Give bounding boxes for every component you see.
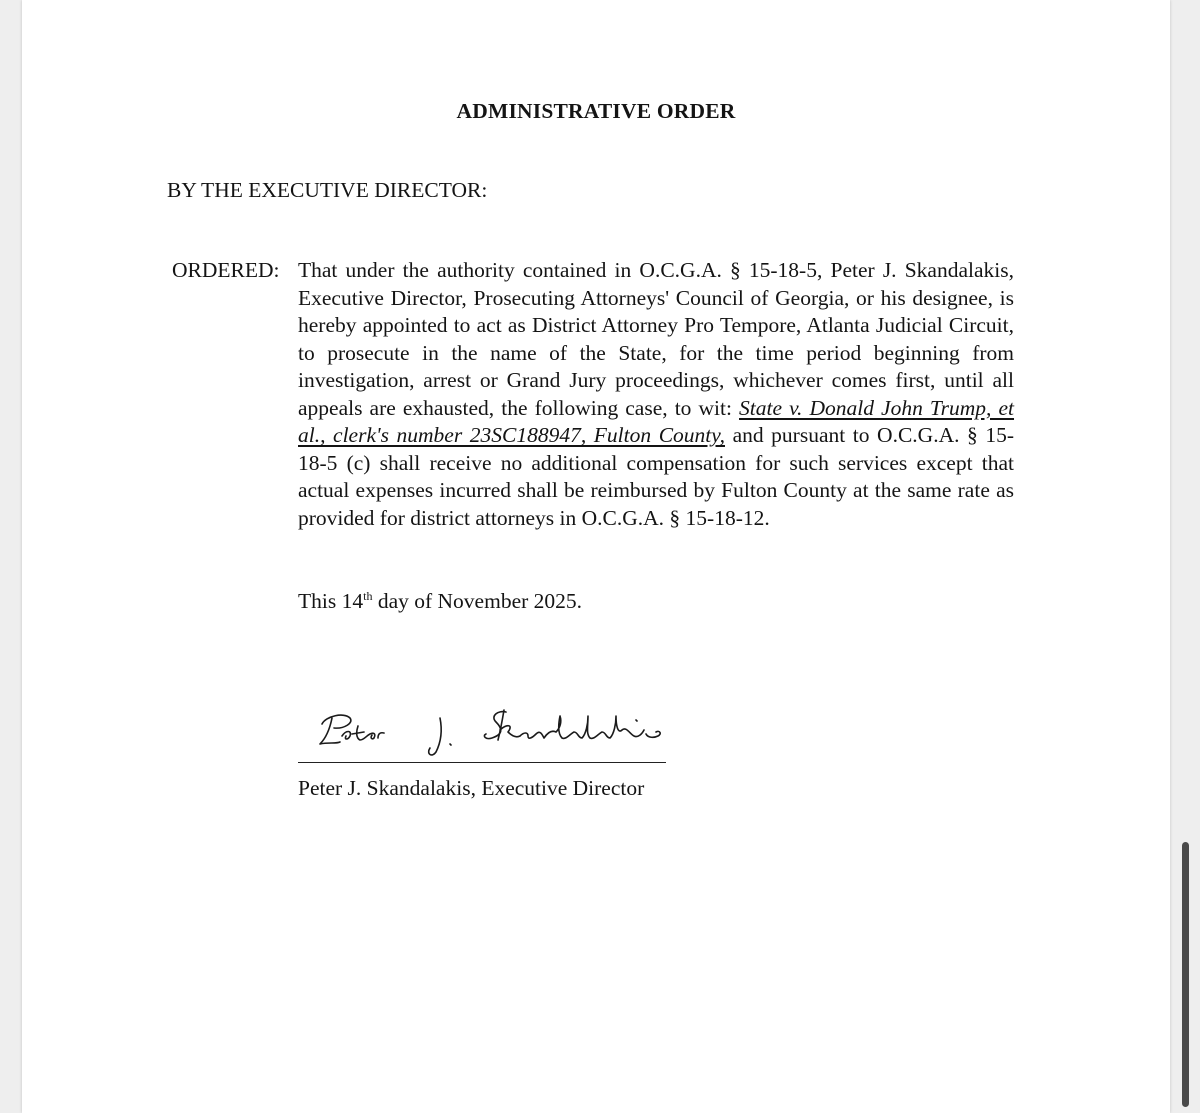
date-prefix: This 14 bbox=[298, 589, 364, 613]
document-title: ADMINISTRATIVE ORDER bbox=[456, 99, 736, 123]
ordered-label: ORDERED: bbox=[172, 258, 280, 282]
order-text-after-case: and pursuant to O.C.G.A. § 15-18-5 (c) shall receive no additional compensation for such services except that actual expenses incurred shall be reimbursed by Fulton County at the same rate as provided for district attorneys in O.C.G.A. § 15-18-12. bbox=[298, 423, 1015, 530]
signer-name: Peter J. Skandalakis, Executive Director bbox=[298, 776, 645, 800]
order-text-before-case: That under the authority contained in O.C.G.A. § 15-18-5, Peter J. Skandalakis, Executive Director, Prosecuting Attorneys' Council of Georgia, or his designee, is hereby appointed to act as District Attorney Pro Tempore, Atlanta Judicial Circuit, to prosecute in the name of the State, for the time period beginning from investigation, arrest or Grand Jury proceedings, whichever comes first, until all appeals are exhausted, the following case, to wit: bbox=[298, 258, 1014, 420]
signature-line bbox=[298, 762, 666, 763]
date-line bbox=[298, 589, 582, 614]
handwritten-signature bbox=[292, 698, 672, 760]
date-ordinal-suffix: th bbox=[363, 589, 373, 603]
scrollbar-thumb[interactable] bbox=[1182, 842, 1189, 1107]
byline: BY THE EXECUTIVE DIRECTOR: bbox=[167, 178, 488, 202]
order-paragraph bbox=[298, 257, 1014, 532]
date-rest: day of November 2025. bbox=[372, 589, 583, 613]
document-page bbox=[22, 0, 1170, 1113]
case-citation: State v. Donald John Trump, et al., clerk's number 23SC188947, Fulton County, bbox=[298, 395, 1015, 447]
